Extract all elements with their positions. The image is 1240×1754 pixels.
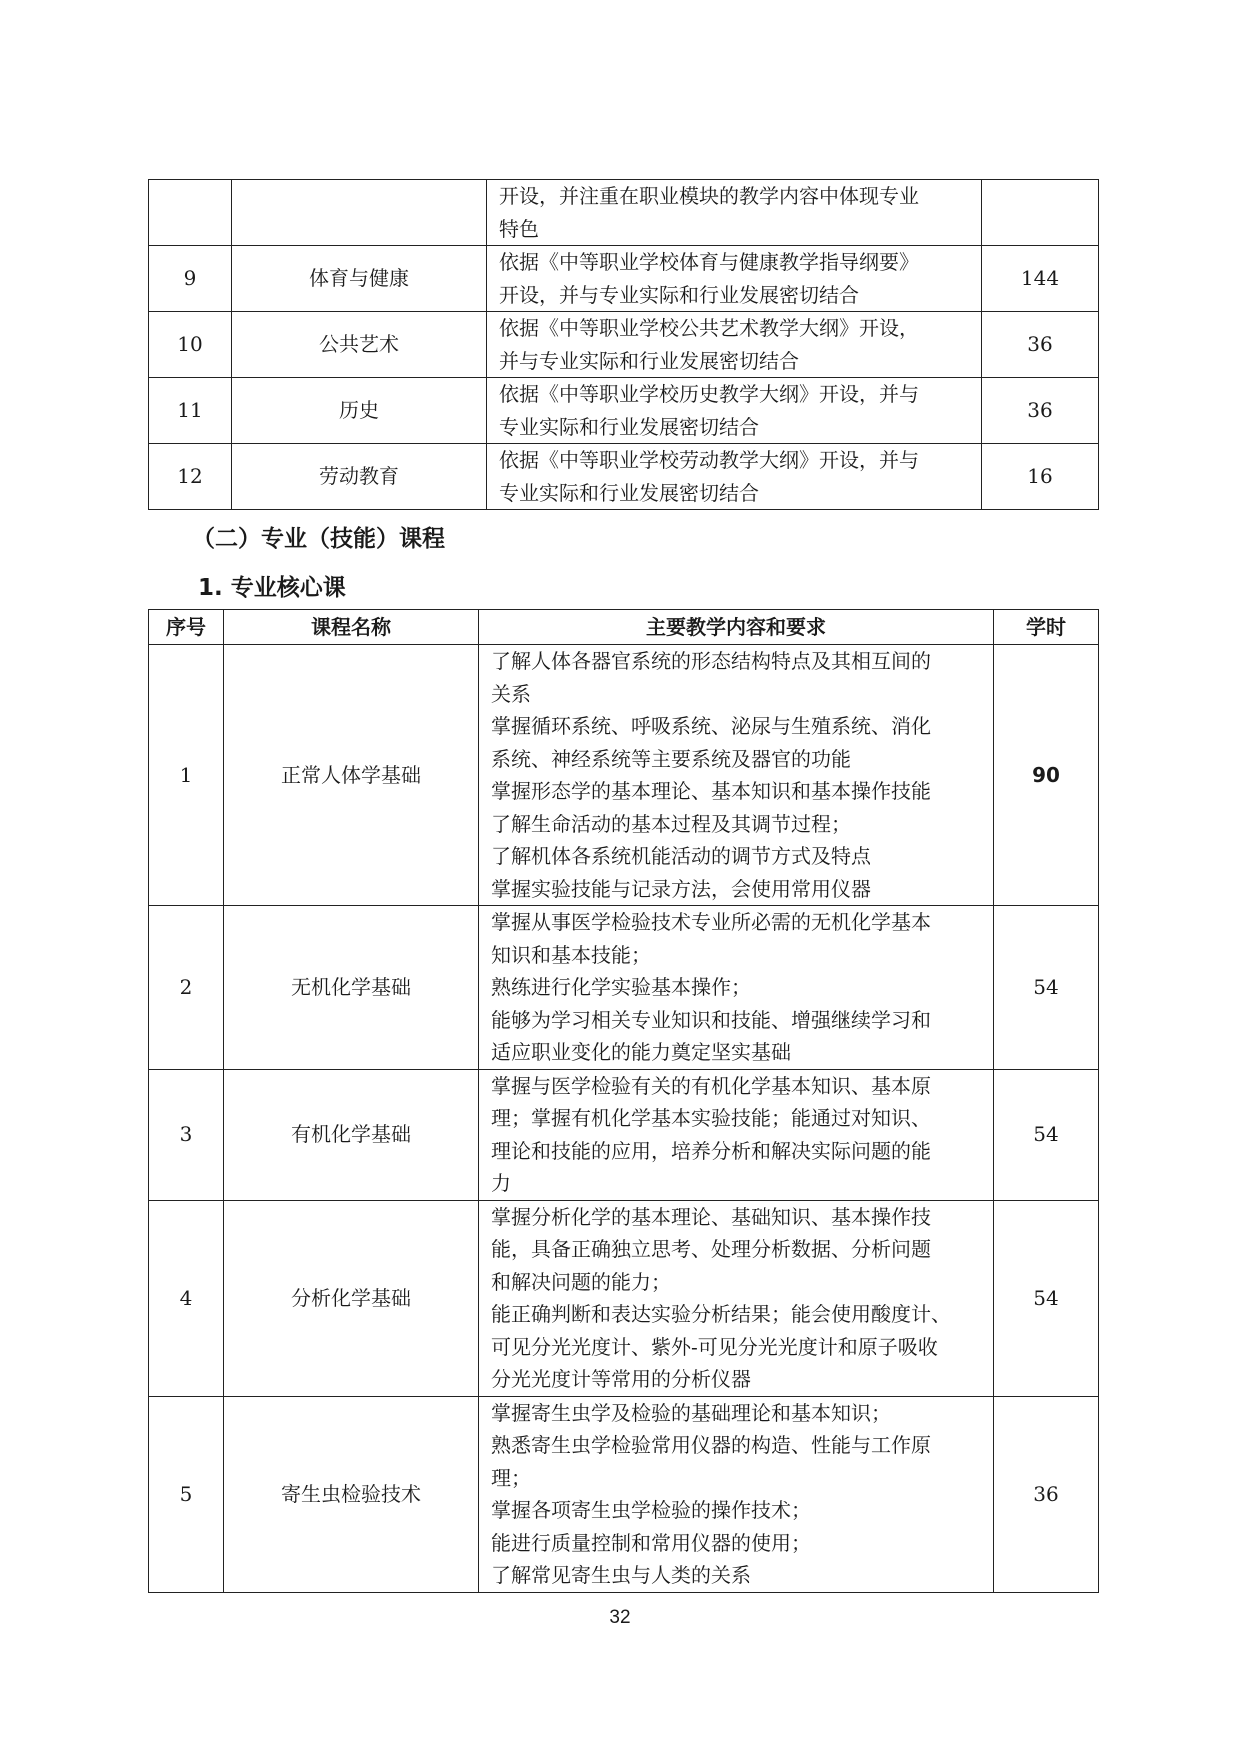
content-line: 理论和技能的应用，培养分析和解决实际问题的能 <box>491 1138 931 1163</box>
content-line: 能正确判断和表达实验分析结果；能会使用酸度计、 <box>491 1302 951 1326</box>
content-line: 理； <box>491 1465 531 1490</box>
content-line: 掌握形态学的基本理论、基本知识和基本操作技能 <box>491 779 931 803</box>
table-row <box>149 180 1099 246</box>
row-number: 12 <box>149 444 232 510</box>
content-line: 掌握各项寄生虫学检验的操作技术； <box>491 1498 811 1522</box>
row-number: 9 <box>149 246 232 312</box>
content-line: 可见分光光度计、紫外-可见分光光度计和原子吸收 <box>491 1334 938 1359</box>
content-line: 开设，并与专业实际和行业发展密切结合 <box>499 282 859 307</box>
course-content <box>479 906 994 1070</box>
course-content <box>487 444 982 510</box>
content-line: 掌握与医学检验有关的有机化学基本知识、基本原 <box>491 1073 931 1098</box>
table-row <box>149 444 1099 510</box>
course-content <box>479 1069 994 1200</box>
content-line: 和解决问题的能力； <box>491 1269 671 1294</box>
row-number: 4 <box>149 1200 224 1396</box>
content-line: 掌握从事医学检验技术专业所必需的无机化学基本 <box>491 910 931 934</box>
course-content <box>479 1200 994 1396</box>
course-name: 公共艺术 <box>232 312 487 378</box>
row-number: 3 <box>149 1069 224 1200</box>
page-number: 32 <box>609 1607 631 1628</box>
content-line: 力 <box>491 1171 511 1195</box>
content-line: 了解人体各器官系统的形态结构特点及其相互间的 <box>491 649 931 673</box>
course-name: 体育与健康 <box>232 246 487 312</box>
content-line: 关系 <box>491 681 531 706</box>
table-row <box>149 312 1099 378</box>
content-line: 能够为学习相关专业知识和技能、增强继续学习和 <box>491 1007 931 1032</box>
table-row <box>149 378 1099 444</box>
content-line: 了解生命活动的基本过程及其调节过程； <box>491 811 851 836</box>
content-line: 掌握循环系统、呼吸系统、泌尿与生殖系统、消化 <box>491 714 931 738</box>
course-name: 历史 <box>232 378 487 444</box>
course-name: 正常人体学基础 <box>224 645 479 906</box>
content-line: 熟悉寄生虫学检验常用仪器的构造、性能与工作原 <box>491 1433 931 1457</box>
content-line: 分光光度计等常用的分析仪器 <box>491 1367 751 1391</box>
course-name: 分析化学基础 <box>224 1200 479 1396</box>
course-content <box>479 645 994 906</box>
content-line: 掌握寄生虫学及检验的基础理论和基本知识； <box>491 1400 891 1425</box>
table-row <box>149 906 1099 1070</box>
course-name: 有机化学基础 <box>224 1069 479 1200</box>
header-no: 序号 <box>149 610 224 645</box>
course-hours: 54 <box>994 1069 1099 1200</box>
content-line: 依据《中等职业学校历史教学大纲》开设，并与 <box>499 382 919 406</box>
content-line: 能，具备正确独立思考、处理分析数据、分析问题 <box>491 1237 931 1261</box>
content-line: 依据《中等职业学校体育与健康教学指导纲要》 <box>499 250 919 274</box>
table-row <box>149 1396 1099 1592</box>
content-line: 依据《中等职业学校公共艺术教学大纲》开设， <box>499 316 919 340</box>
content-line: 专业实际和行业发展密切结合 <box>499 480 759 505</box>
row-number: 2 <box>149 906 224 1070</box>
continued-course-table <box>148 179 1099 510</box>
header-hours: 学时 <box>994 610 1099 645</box>
content-line: 掌握实验技能与记录方法，会使用常用仪器 <box>491 876 871 901</box>
content-line: 专业实际和行业发展密切结合 <box>499 414 759 439</box>
table-row <box>149 645 1099 906</box>
course-name: 寄生虫检验技术 <box>224 1396 479 1592</box>
course-hours: 36 <box>994 1396 1099 1592</box>
row-number: 1 <box>149 645 224 906</box>
course-content <box>487 180 982 246</box>
content-line: 掌握分析化学的基本理论、基础知识、基本操作技 <box>491 1204 931 1229</box>
course-hours: 90 <box>994 645 1099 906</box>
course-content <box>487 378 982 444</box>
content-line: 了解机体各系统机能活动的调节方式及特点 <box>491 844 871 868</box>
content-line: 熟练进行化学实验基本操作； <box>491 975 751 999</box>
content-line: 能进行质量控制和常用仪器的使用； <box>491 1530 811 1555</box>
content-line: 系统、神经系统等主要系统及器官的功能 <box>491 746 851 771</box>
row-number: 5 <box>149 1396 224 1592</box>
row-number: 10 <box>149 312 232 378</box>
course-content <box>487 312 982 378</box>
course-content <box>479 1396 994 1592</box>
content-line: 适应职业变化的能力奠定坚实基础 <box>491 1040 791 1064</box>
content-line: 理；掌握有机化学基本实验技能；能通过对知识、 <box>491 1106 931 1130</box>
course-hours: 144 <box>982 246 1099 312</box>
table-header-row <box>149 610 1099 645</box>
row-number: 11 <box>149 378 232 444</box>
header-content: 主要教学内容和要求 <box>479 610 994 645</box>
row-number <box>149 180 232 246</box>
content-line: 开设，并注重在职业模块的教学内容中体现专业 <box>499 184 919 208</box>
content-line: 了解常见寄生虫与人类的关系 <box>491 1563 751 1587</box>
subsection-heading: 1. 专业核心课 <box>198 575 346 601</box>
course-content <box>487 246 982 312</box>
content-line: 特色 <box>499 216 539 241</box>
course-name <box>232 180 487 246</box>
content-line: 依据《中等职业学校劳动教学大纲》开设，并与 <box>499 448 919 472</box>
course-name: 无机化学基础 <box>224 906 479 1070</box>
course-name: 劳动教育 <box>232 444 487 510</box>
course-hours <box>982 180 1099 246</box>
section-heading: （二）专业（技能）课程 <box>192 526 445 552</box>
course-hours: 54 <box>994 1200 1099 1396</box>
course-hours: 36 <box>982 378 1099 444</box>
core-course-table <box>148 609 1099 1593</box>
table-row <box>149 246 1099 312</box>
header-course-name: 课程名称 <box>224 610 479 645</box>
course-hours: 36 <box>982 312 1099 378</box>
table-row <box>149 1069 1099 1200</box>
content-line: 知识和基本技能； <box>491 942 651 967</box>
content-line: 并与专业实际和行业发展密切结合 <box>499 348 799 373</box>
course-hours: 54 <box>994 906 1099 1070</box>
course-hours: 16 <box>982 444 1099 510</box>
table-row <box>149 1200 1099 1396</box>
